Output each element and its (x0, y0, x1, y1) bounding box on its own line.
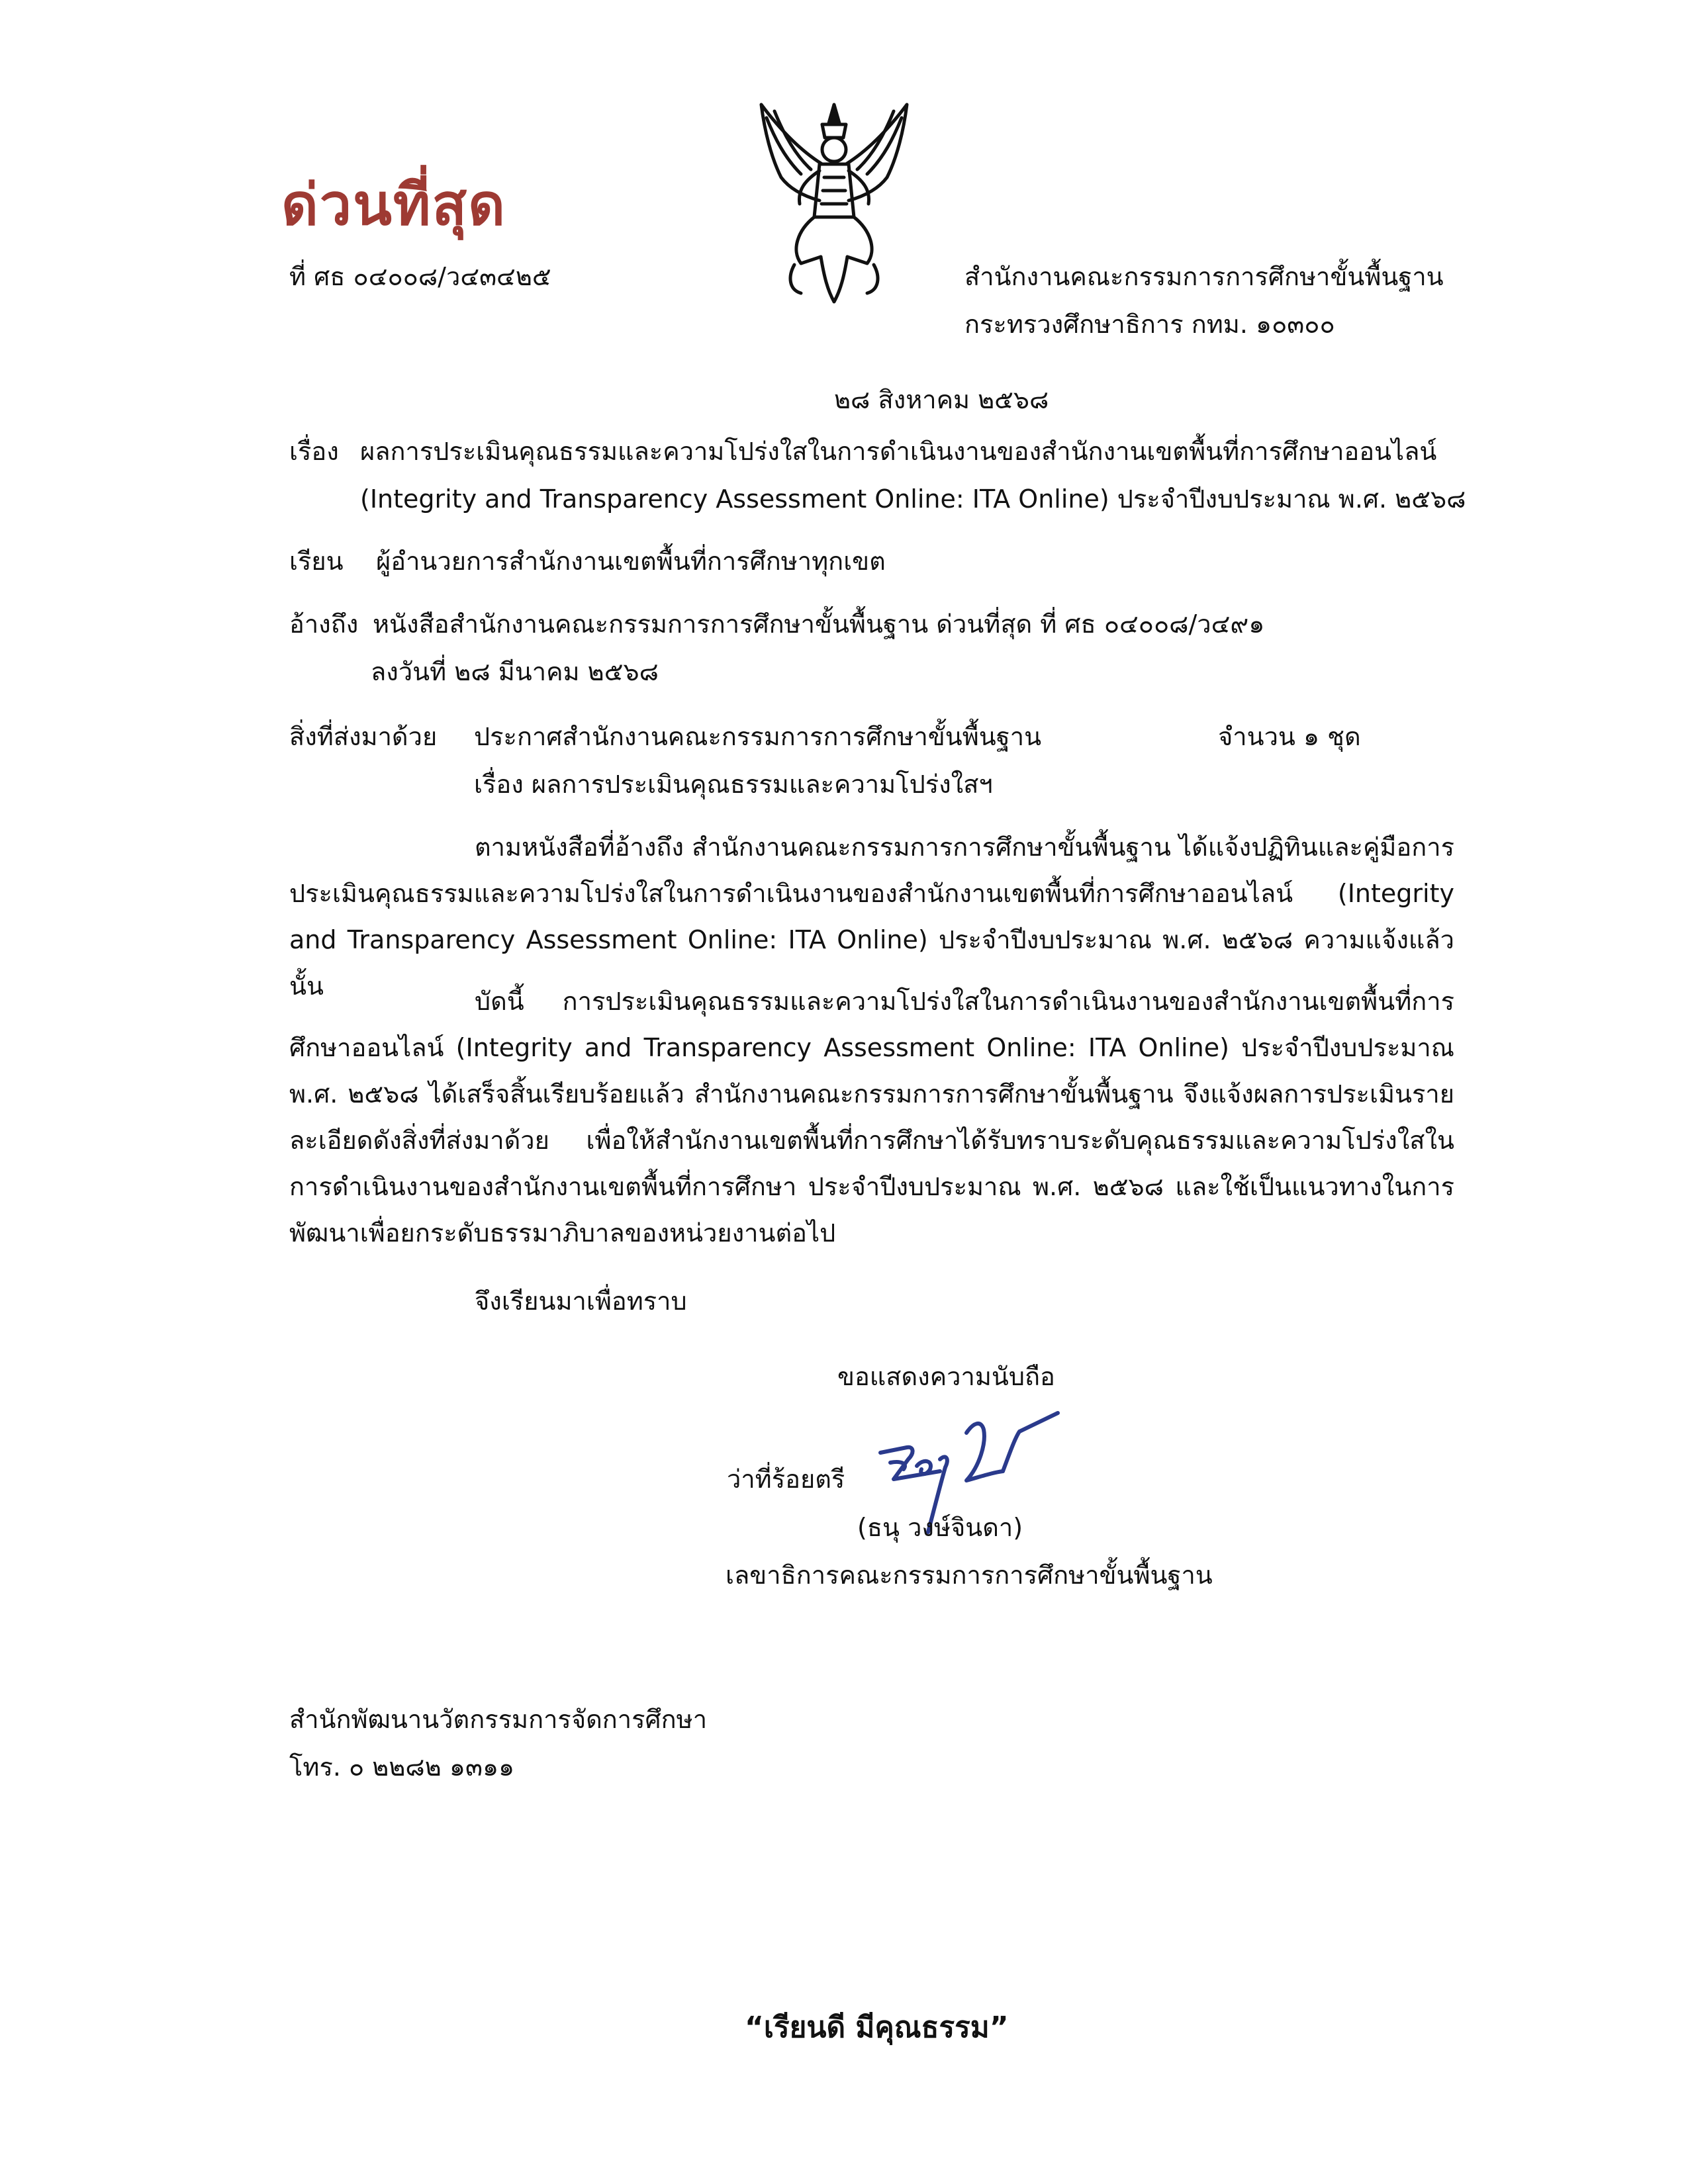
signer-name: (ธนุ วงษ์จินดา) (857, 1513, 1023, 1542)
document-date: ๒๘ สิงหาคม ๒๕๖๘ (834, 385, 1049, 414)
body-paragraph-2: บัดนี้ การประเมินคุณธรรมและความโปร่งใสในการดำเนินงานของสำนักงานเขตพื้นที่การศึกษาออนไลน์ (Integrity and Transparency Assessment Online: ITA Online) ประจำปีงบประมาณ พ.ศ. ๒๕๖๘ ได้เสร็จสิ้นเรียบร้อยแล้ว สำนักงานคณะกรรมการการศึกษาขั้นพื้นฐาน จึงแจ้งผลการประเมินรายละเอียดดังสิ่งที่ส่งมาด้วย เพื่อให้สำนักงานเขตพื้นที่การศึกษาได้รับทราบระดับคุณธรรมและความโปร่งใสในการดำเนินงานของสำนักงานเขตพื้นที่การศึกษา ประจำปีงบประมาณ พ.ศ. ๒๕๖๘ และใช้เป็นแนวทางในการพัฒนาเพื่อยกระดับธรรมาภิบาลของหน่วยงานต่อไป (289, 987, 1454, 1248)
office-address: กระทรวงศึกษาธิการ กทม. ๑๐๓๐๐ (964, 310, 1335, 339)
enclosure-label: สิ่งที่ส่งมาด้วย (289, 722, 438, 751)
subject-line-2: (Integrity and Transparency Assessment Online: ITA Online) ประจำปีงบประมาณ พ.ศ. ๒๕๖๘ (360, 484, 1466, 514)
signer-position: เลขาธิการคณะกรรมการการศึกษาขั้นพื้นฐาน (726, 1561, 1213, 1590)
contact-phone: โทร. ๐ ๒๒๘๒ ๑๓๑๑ (289, 1752, 515, 1782)
complimentary-close: ขอแสดงความนับถือ (837, 1362, 1055, 1391)
contact-office: สำนักพัฒนานวัตกรรมการจัดการศึกษา (289, 1705, 708, 1734)
garuda-emblem-icon (735, 91, 933, 310)
enclosure-amount: จำนวน ๑ ชุด (1218, 722, 1361, 751)
reference-label: อ้างถึง (289, 610, 359, 639)
subject-line-1: ผลการประเมินคุณธรรมและความโปร่งใสในการดำเนินงานของสำนักงานเขตพื้นที่การศึกษาออนไลน์ (360, 437, 1437, 466)
reference-line-2: ลงวันที่ ๒๘ มีนาคม ๒๕๖๘ (371, 657, 659, 686)
document-number: ที่ ศธ ๐๔๐๐๘/ว๔๓๔๒๕ (289, 262, 551, 291)
closing-request: จึงเรียนมาเพื่อทราบ (475, 1287, 687, 1316)
urgency-stamp: ด่วนที่สุด (281, 172, 506, 238)
enclosure-line-2: เรื่อง ผลการประเมินคุณธรรมและความโปร่งใสฯ (474, 770, 993, 799)
motto: “เรียนดี มีคุณธรรม” (745, 2011, 1009, 2044)
to-value: ผู้อำนวยการสำนักงานเขตพื้นที่การศึกษาทุกเขต (376, 547, 886, 576)
issuing-office: สำนักงานคณะกรรมการการศึกษาขั้นพื้นฐาน (964, 262, 1444, 291)
enclosure-line-1: ประกาศสำนักงานคณะกรรมการการศึกษาขั้นพื้นฐาน (474, 722, 1042, 751)
body-paragraph-1: ตามหนังสือที่อ้างถึง สำนักงานคณะกรรมการการศึกษาขั้นพื้นฐาน ได้แจ้งปฏิทินและคู่มือการประเมินคุณธรรมและความโปร่งใสในการดำเนินงานของสำนักงานเขตพื้นที่การศึกษาออนไลน์ (Integrity and Transparency Assessment Online: ITA Online) ประจำปีงบประมาณ พ.ศ. ๒๕๖๘ ความแจ้งแล้วนั้น (289, 833, 1454, 1001)
reference-line-1: หนังสือสำนักงานคณะกรรมการการศึกษาขั้นพื้นฐาน ด่วนที่สุด ที่ ศธ ๐๔๐๐๘/ว๔๙๑ (373, 610, 1265, 639)
signer-rank: ว่าที่ร้อยตรี (727, 1465, 845, 1494)
subject-label: เรื่อง (289, 437, 339, 466)
to-label: เรียน (289, 547, 344, 576)
